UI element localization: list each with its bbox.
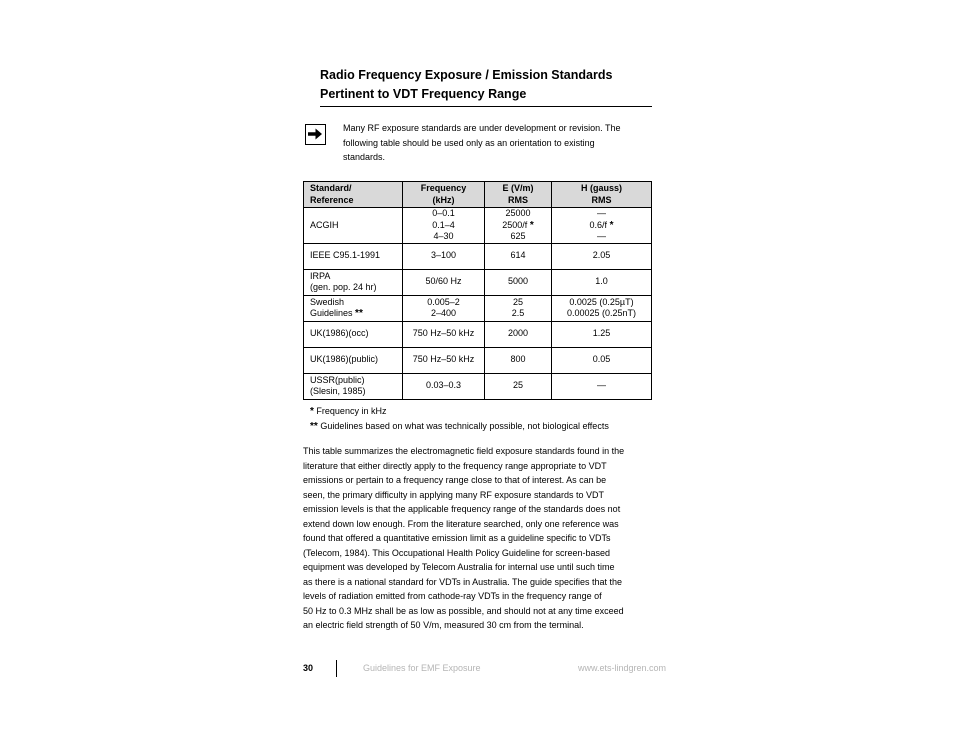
table-cell-h	[552, 347, 652, 373]
cell-line: 0.0025 (0.25µT)	[569, 296, 634, 307]
table-header-row	[304, 182, 652, 208]
table-cell-ref	[304, 295, 403, 321]
cell-line: —	[597, 231, 606, 241]
column-header-line: Frequency	[420, 183, 467, 193]
cell-line: 0.05	[592, 354, 611, 365]
heading-line-2: Pertinent to VDT Frequency Range	[320, 87, 527, 101]
table-row	[304, 321, 652, 347]
arrow-right-icon	[305, 124, 326, 145]
column-header	[304, 182, 403, 208]
cell-line-with-marker	[488, 220, 548, 232]
column-header	[485, 182, 552, 208]
table-cell-h	[552, 243, 652, 269]
page-number: 30	[303, 663, 314, 673]
body-paragraph	[303, 444, 653, 633]
footnote-text: Frequency in kHz	[316, 406, 387, 416]
body-line: emission levels is that the applicable frequency range of the standards does not	[303, 504, 621, 514]
table-cell-h	[552, 295, 652, 321]
cell-line: 2.05	[592, 250, 611, 261]
column-header	[403, 182, 485, 208]
table-row	[304, 295, 652, 321]
column-header-line: Standard/	[310, 183, 352, 193]
rf-standards-table	[303, 181, 652, 400]
cell-line: 25000	[505, 208, 531, 218]
table-cell-freq	[403, 208, 485, 244]
column-header-line: RMS	[591, 194, 612, 205]
body-line: (Telecom, 1984). This Occupational Health Policy Guideline for screen-based	[303, 547, 610, 558]
body-line: as there is a national standard for VDTs in Australia. The guide specifies that the	[303, 576, 623, 587]
note-line: following table should be used only as an orientation to existing	[343, 137, 595, 148]
table-cell-freq	[403, 269, 485, 295]
cell-line: 25	[512, 380, 523, 391]
footnote-mark: **	[310, 421, 318, 432]
table-cell-h	[552, 208, 652, 244]
body-line: This table summarizes the electromagnetic field exposure standards found in the	[303, 446, 625, 456]
body-line: an electric field strength of 50 V/m, measured 30 cm from the terminal.	[303, 620, 584, 630]
note-text	[343, 121, 648, 165]
note-line: Many RF exposure standards are under development or revision. The	[343, 123, 621, 133]
cell-line: 750 Hz–50 kHz	[412, 328, 475, 339]
note-line: standards.	[343, 152, 386, 162]
table-cell-e	[485, 373, 552, 399]
cell-line: UK(1986)(public)	[310, 354, 379, 365]
cell-line: UK(1986)(occ)	[310, 328, 369, 339]
body-line: equipment was developed by Telecom Australia for internal use until such time	[303, 562, 615, 572]
table-cell-h	[552, 373, 652, 399]
column-header	[552, 182, 652, 208]
table-cell-freq	[403, 321, 485, 347]
cell-line: 0.6/f	[589, 219, 608, 230]
cell-line: 1.25	[592, 328, 611, 339]
body-line: seen, the primary difficulty in applying many RF exposure standards to VDT	[303, 489, 604, 500]
cell-line: 614	[510, 250, 526, 261]
cell-line: 4–30	[433, 231, 454, 241]
cell-line: 2.5	[511, 308, 525, 318]
cell-line: 1.0	[595, 276, 608, 287]
table-cell-freq	[403, 243, 485, 269]
cell-line: (Slesin, 1985)	[310, 386, 366, 396]
table-cell-freq	[403, 347, 485, 373]
footnote-mark: *	[310, 406, 314, 417]
table-cell-freq	[403, 373, 485, 399]
table-cell-h	[552, 321, 652, 347]
cell-line: —	[597, 208, 606, 218]
table-cell-ref	[304, 243, 403, 269]
column-header-line: E (V/m)	[502, 183, 534, 193]
table-row	[304, 208, 652, 244]
table-cell-e	[485, 208, 552, 244]
cell-line: ACGIH	[310, 219, 339, 230]
table-cell-ref	[304, 373, 403, 399]
column-header-line: H (gauss)	[580, 183, 622, 193]
table-row	[304, 373, 652, 399]
body-line: emissions or pertain to a frequency range close to that of interest. As can be	[303, 475, 607, 485]
cell-line: IRPA	[310, 270, 331, 281]
table-cell-e	[485, 347, 552, 373]
table-row	[304, 269, 652, 295]
table-cell-e	[485, 295, 552, 321]
cell-line: 750 Hz–50 kHz	[412, 354, 475, 365]
cell-line: 800	[510, 354, 526, 365]
cell-line: —	[597, 380, 606, 391]
cell-line: 0.1–4	[432, 219, 455, 230]
table-cell-ref	[304, 269, 403, 295]
table-cell-e	[485, 269, 552, 295]
footnote	[310, 421, 609, 432]
cell-line: 2500/f	[502, 219, 528, 230]
cell-line: 3–100	[430, 250, 457, 261]
cell-line: 0.00025 (0.25nT)	[566, 308, 637, 318]
cell-line: (gen. pop. 24 hr)	[310, 282, 377, 292]
cell-line: 25	[512, 296, 523, 307]
footer-title: Guidelines for EMF Exposure	[363, 663, 481, 673]
table-cell-ref	[304, 321, 403, 347]
body-line: levels of radiation emitted from cathode-ray VDTs in the frequency range of	[303, 591, 602, 601]
body-line: found that offered a quantitative emission limit as a guideline specific to VDTs	[303, 533, 611, 543]
body-line: 50 Hz to 0.3 MHz shall be as low as possible, and should not at any time exceed	[303, 605, 624, 616]
cell-line: 0.005–2	[427, 296, 460, 307]
table-row	[304, 243, 652, 269]
cell-line: 625	[510, 231, 526, 241]
table-row	[304, 347, 652, 373]
table-cell-e	[485, 321, 552, 347]
cell-line: 0.03–0.3	[425, 380, 462, 391]
footnote-text: Guidelines based on what was technically possible, not biological effects	[320, 421, 609, 431]
table-cell-freq	[403, 295, 485, 321]
column-header-line: RMS	[508, 194, 528, 205]
heading-line-1: Radio Frequency Exposure / Emission Standards	[320, 68, 613, 82]
cell-line: 2–400	[430, 308, 457, 318]
cell-line-with-marker	[555, 220, 648, 232]
section-heading	[320, 66, 652, 107]
footnote-marker: *	[529, 219, 534, 231]
footer-divider	[336, 660, 337, 677]
footnote-marker: *	[609, 219, 614, 231]
footnote	[310, 406, 386, 417]
table-cell-e	[485, 243, 552, 269]
body-line: extend down low enough. From the literature searched, only one reference was	[303, 518, 619, 529]
table-cell-ref	[304, 208, 403, 244]
footer-url[interactable]: www.ets-lindgren.com	[578, 663, 667, 673]
footnote-marker: **	[355, 308, 363, 319]
cell-line-with-marker	[310, 308, 399, 320]
cell-line: 0–0.1	[432, 208, 455, 218]
table-cell-h	[552, 269, 652, 295]
cell-line: IEEE C95.1-1991	[310, 250, 381, 261]
cell-line: 2000	[507, 328, 529, 339]
cell-line: Swedish	[310, 296, 345, 307]
body-line: literature that either directly apply to the frequency range appropriate to VDT	[303, 460, 607, 471]
column-header-line: (kHz)	[432, 194, 455, 205]
column-header-line: Reference	[310, 194, 354, 205]
cell-line: 50/60 Hz	[425, 276, 462, 287]
cell-line: Guidelines	[310, 308, 353, 318]
cell-line: 5000	[507, 276, 529, 287]
table-cell-ref	[304, 347, 403, 373]
cell-line: USSR(public)	[310, 374, 365, 385]
